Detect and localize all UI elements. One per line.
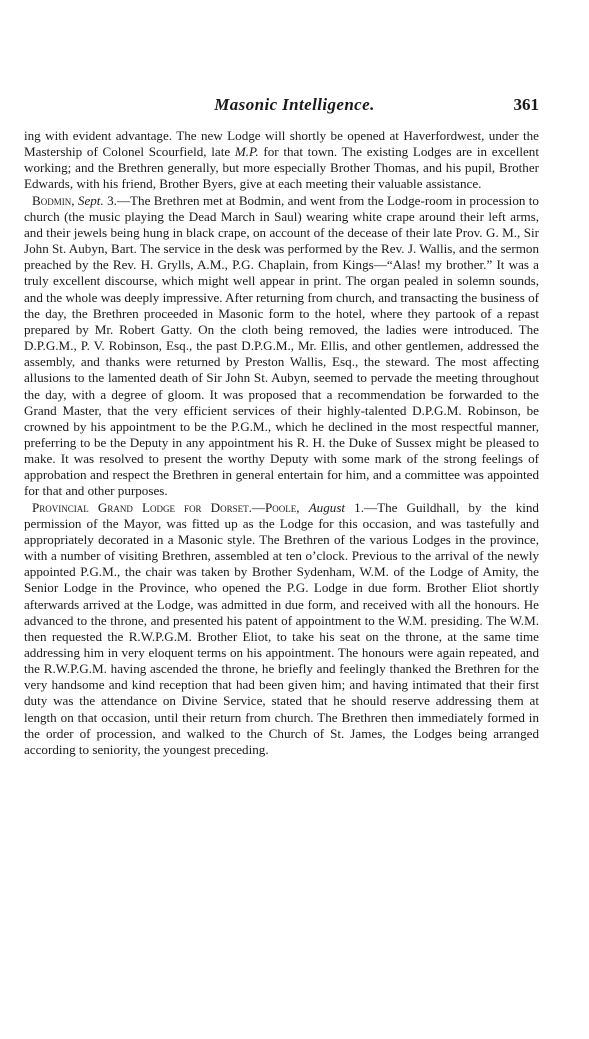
article-body bbox=[24, 128, 539, 758]
place-heading: Poole, bbox=[265, 499, 300, 515]
paragraph-haverfordwest bbox=[24, 128, 539, 193]
running-head: Masonic Intelligence. bbox=[214, 95, 375, 114]
text-run: ing with evident advantage. The new Lodge will shortly be opened at Haverfordwest, under the Mastership of Colonel Scourfield, late bbox=[24, 128, 539, 160]
text-run: — bbox=[251, 499, 266, 515]
paragraph-dorset bbox=[24, 500, 539, 759]
date-italic: August bbox=[308, 499, 346, 515]
section-heading: Provincial Grand Lodge for Dorset. bbox=[32, 499, 252, 515]
place-heading: Bodmin, bbox=[32, 192, 75, 208]
page-number: 361 bbox=[513, 95, 539, 114]
text-run: 3.—The Brethren met at Bodmin, and went from the Lodge-room in procession to church (the music playing the Dead March in Saul) wearing white crape around their left arms, and their jewels being hung in black crape, on account of the decease of their late Prov. G. M., Sir John St. Aubyn, Bart. The service in the desk was performed by the Rev. J. Wallis, and the sermon preached by the Rev. H. Grylls, A.M., P.G. Chaplain, from Kings—“Alas! my brother.” It was a truly excellent discourse, which might well appear in print. The organ pealed in solemn sounds, and the whole was deeply impressive. After returning from church, and transacting the business of the day, the Brethren proceeded in Masonic form to the hotel, where they partook of a repast prepared by Mr. Robert Gatty. On the cloth being removed, the ladies were introduced. The D.P.G.M., P. V. Robinson, Esq., the past D.P.G.M., Mr. Ellis, and other gentlemen, addressed the assembly, and thanks were returned by Preston Wallis, Esq., the steward. The most affecting allusions to the lamented death of Sir John St. Aubyn, seemed to pervade the meeting throughout the day, with a degree of gloom. It was proposed that a recommendation be forwarded to the Grand Master, that the very efficient services of their highly-talented D.P.G.M. Robinson, be crowned by his appointment to be the P.G.M., which he declined in the most respectful manner, preferring to be the Deputy in any appointment his R. H. the Duke of Sussex might be pleased to make. It was resolved to present the worthy Deputy with some mark of the strong feelings of approbation and respect the Brethren in general entertain for him, and a committee was appointed for that and other purposes. bbox=[24, 192, 539, 499]
paragraph-bodmin bbox=[24, 193, 539, 500]
text-run: 1.—The Guildhall, by the kind permission of the Mayor, was fitted up as the Lodge for this occasion, and was tastefully and appropriately decorated in a Masonic style. The Brethren of the various Lodges in the province, with a number of visiting Brethren, assembled at ten o’clock. Previous to the arrival of the newly appointed P.G.M., the chair was taken by Brother Sydenham, W.M. of the Lodge of Amity, the Senior Lodge in the Province, who opened the P.G. Lodge in due form. Brother Eliot shortly afterwards arrived at the Lodge, was admitted in due form, and received with all the honours. He advanced to the throne, and presented his patent of appointment to the W.M. presiding. The W.M. then requested the R.W.P.G.M. Brother Eliot, to take his seat on the throne, at the same time addressing him in very eloquent terms on his appointment. The honours were again repeated, and the R.W.P.G.M. having ascended the throne, he briefly and feelingly thanked the Brethren for the very handsome and kind reception that had been given him; and having intimated that their first duty was the attendance on Divine Service, stated that he should reserve addressing them at length on that occasion, until their return from church. The Brethren then immediately formed in the order of procession, and walked to the Church of St. James, the Lodges being arranged according to seniority, the youngest preceding. bbox=[24, 499, 539, 757]
text-run: for that town. The existing Lodges are in excellent working; and the Brethren generally, but more especially Brother Thomas, and his pupil, Brother Edwards, with his friend, Brother Byers, give at each meeting their valuable assistance. bbox=[24, 144, 539, 192]
page-header bbox=[0, 95, 589, 119]
text-run-italic: M.P. bbox=[234, 144, 259, 160]
date-italic: Sept. bbox=[77, 192, 104, 208]
text-run bbox=[300, 500, 309, 515]
